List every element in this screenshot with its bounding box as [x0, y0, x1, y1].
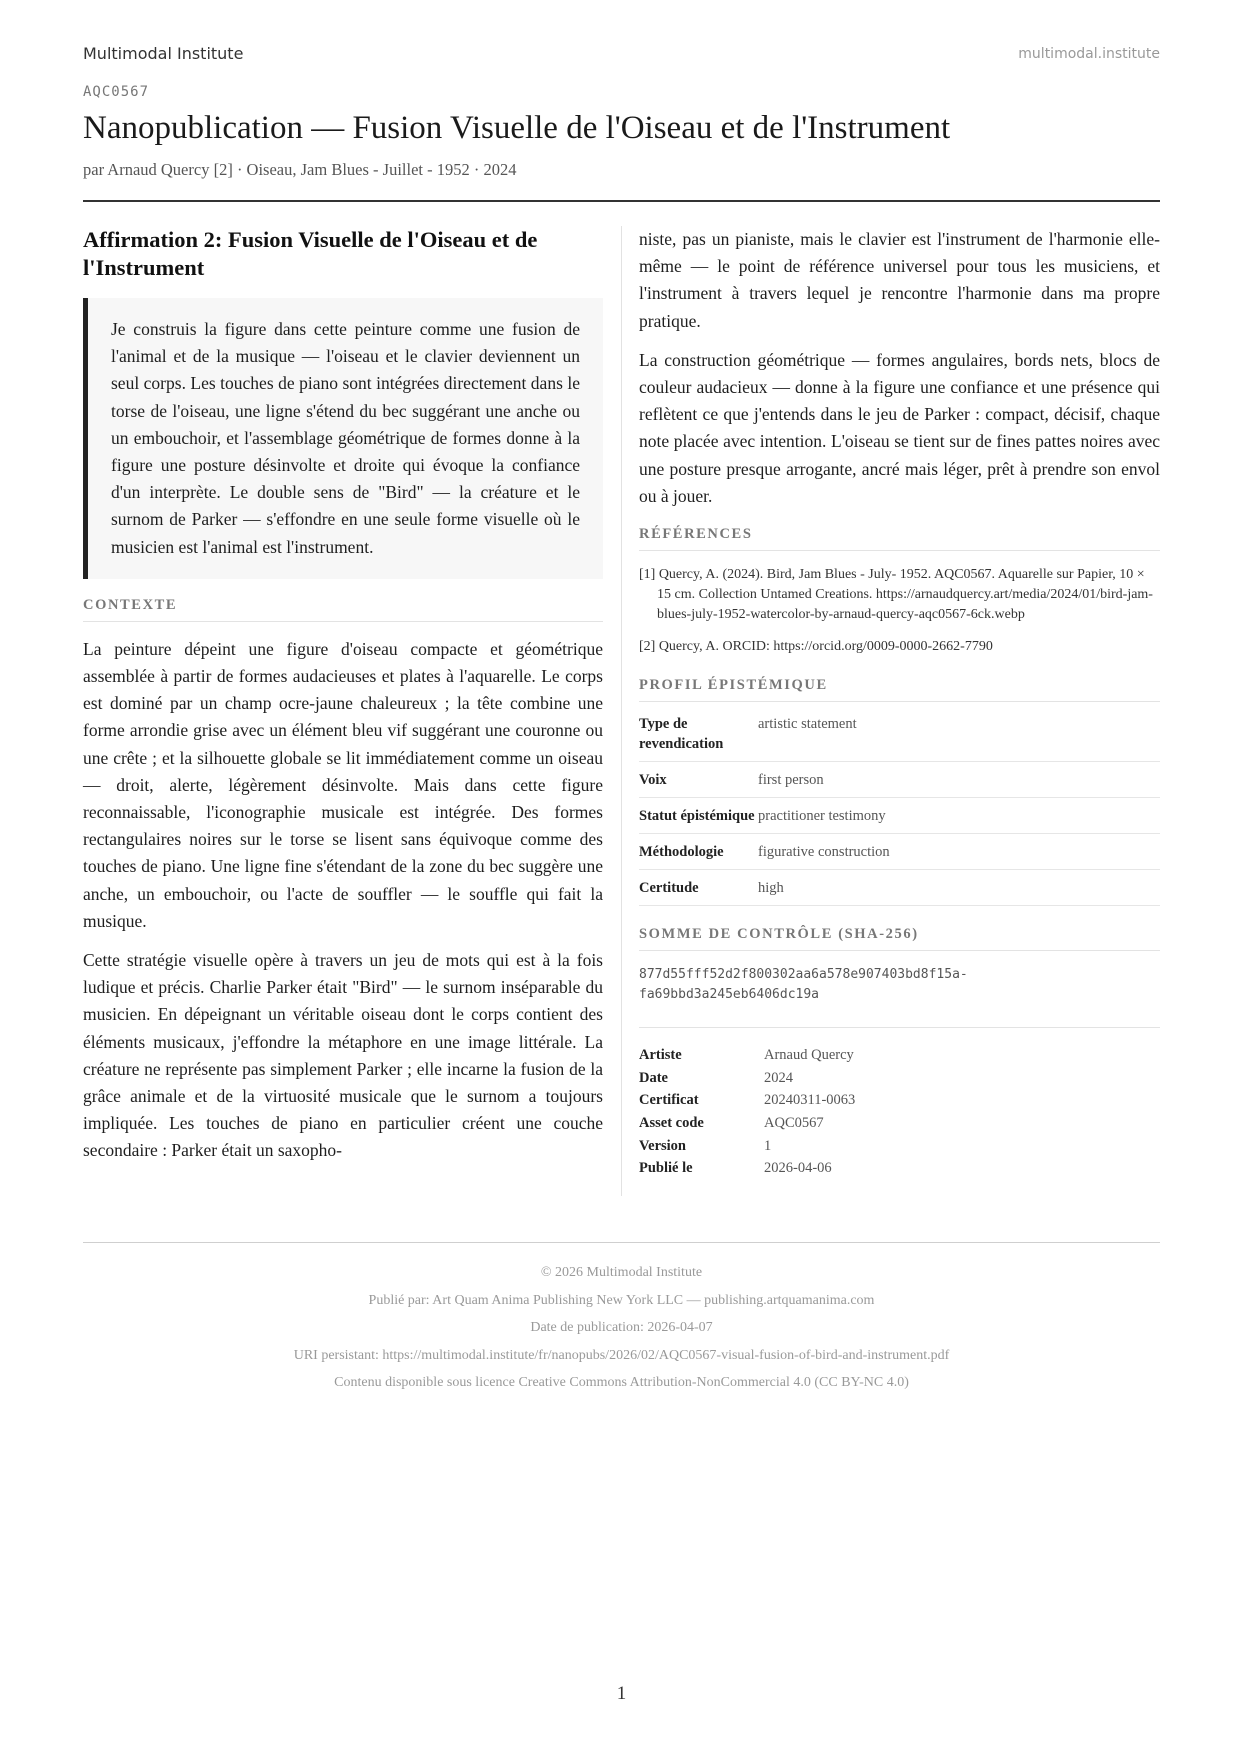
context-paragraph-2: Cette stratégie visuelle opère à travers un jeu de mots qui est à la fois ludique et précis. Charlie Parker était "Bird" — le surnom inséparable du musicien. En dépeignant un véritable oiseau dont le corps contient des éléments musicaux, j'effondre la métaphore en une image littérale. La créature ne représente pas simplement Parker ; elle incarne la fusion de la grâce animale et de la virtuosité musicale que le surnom a toujours impliquée. Les touches de piano en particulier créent une couche secondaire : Parker était un saxopho- — [83, 950, 603, 1161]
table-row — [639, 706, 1160, 762]
epistemic-heading: PROFIL ÉPISTÉMIQUE — [639, 677, 1160, 702]
claim-title: Affirmation 2: Fusion Visuelle de l'Oiseau et de l'Instrument — [83, 227, 538, 280]
list-item — [639, 1067, 1160, 1090]
meta-key: Artiste — [639, 1047, 682, 1064]
epistemic-value: figurative construction — [758, 834, 1160, 870]
epistemic-key: Certitude — [639, 870, 758, 906]
epistemic-value: practitioner testimony — [758, 798, 1160, 834]
checksum-line-1: 877d55fff52d2f800302aa6a578e907403bd8f15a- — [639, 967, 968, 983]
list-item — [639, 1135, 1160, 1158]
epistemic-table — [639, 706, 1160, 906]
byline: par Arnaud Quercy [2] · Oiseau, Jam Blues - Juillet - 1952 · 2024 — [83, 160, 517, 179]
table-row — [639, 762, 1160, 798]
footer-persistent-uri[interactable]: URI persistant: https://multimodal.institute/fr/nanopubs/2026/02/AQC0567-visual-fusion-of-bird-and-instrument.pdf — [293, 1347, 950, 1363]
meta-value: 1 — [764, 1137, 772, 1154]
meta-value: 20240311-0063 — [764, 1092, 856, 1109]
meta-value: 2026-04-06 — [764, 1160, 832, 1177]
column-divider — [621, 226, 622, 1196]
footer-copyright: © 2026 Multimodal Institute — [540, 1265, 703, 1280]
checksum-heading: SOMME DE CONTRÔLE (SHA-256) — [639, 926, 1160, 951]
epistemic-key: Statut épistémique — [639, 798, 758, 834]
meta-key: Asset code — [639, 1115, 704, 1132]
epistemic-value: high — [758, 870, 1160, 906]
meta-key: Certificat — [639, 1092, 699, 1109]
left-column — [83, 226, 603, 1165]
footer — [83, 1259, 1160, 1397]
references-heading: RÉFÉRENCES — [639, 526, 1160, 551]
context-heading: CONTEXTE — [83, 597, 603, 622]
context-paragraph-3: La construction géométrique — formes angulaires, bords nets, blocs de couleur audacieux — donne à la figure une confiance et une présence qui reflètent ce que j'entends dans le jeu de Parker : compact, décisif, chaque note placée avec intention. L'oiseau se tient sur de fines pattes noires avec une posture presque arrogante, ancré mais léger, prêt à prendre son envol ou à jouer. — [639, 349, 1160, 506]
footer-publisher: Publié par: Art Quam Anima Publishing New York LLC — publishing.artquamanima.com — [368, 1292, 875, 1308]
context-paragraph-2-continued: niste, pas un pianiste, mais le clavier est l'instrument de l'harmonie elle-même — le point de référence universel pour tous les musiciens, et l'instrument à travers lequel je rencontre l'harmonie dans ma propre pratique. — [639, 229, 1160, 331]
meta-value: AQC0567 — [764, 1115, 824, 1132]
header-divider — [83, 200, 1160, 202]
metadata-list — [639, 1044, 1160, 1180]
list-item — [639, 1044, 1160, 1067]
epistemic-key: Méthodologie — [639, 834, 758, 870]
meta-key: Date — [639, 1069, 668, 1086]
top-bar — [83, 44, 1160, 68]
checksum-value — [639, 965, 1160, 1028]
organization-name: Multimodal Institute — [83, 44, 244, 63]
list-item — [639, 1112, 1160, 1135]
footer-divider — [83, 1242, 1160, 1243]
page-number: 1 — [616, 1683, 627, 1704]
meta-value: 2024 — [764, 1069, 793, 1086]
reference-2[interactable]: [2] Quercy, A. ORCID: https://orcid.org/0009-0000-2662-7790 — [639, 639, 993, 655]
epistemic-key: Type de revendication — [639, 706, 758, 762]
table-row — [639, 870, 1160, 906]
reference-1[interactable]: [1] Quercy, A. (2024). Bird, Jam Blues - July- 1952. AQC0567. Aquarelle sur Papier, 10 × 15 cm. Collection Untamed Creations. https://arnaudquercy.art/media/2024/01/bird-jam-blues-july-1952-watercolor-by-arnaud-quercy-aqc0567-6ck.webp — [639, 567, 1153, 623]
meta-key: Version — [639, 1137, 686, 1154]
list-item — [639, 1089, 1160, 1112]
page-title: Nanopublication — Fusion Visuelle de l'Oiseau et de l'Instrument — [83, 110, 951, 146]
context-paragraph-1: La peinture dépeint une figure d'oiseau compacte et géométrique assemblée à partir de formes audacieuses et plates à l'aquarelle. Le corps est dominé par un champ ocre-jaune chaleureux ; la tête combine une forme arrondie grise avec un élément bleu vif suggérant une couronne ou une crête ; et la silhouette globale se lit immédiatement comme un oiseau — droit, alerte, légèrement désinvolte. Mais dans cette figure reconnaissable, l'iconographie musicale est intégrée. Des formes rectangulaires noires sur le torse se lisent sans équivoque comme des touches de piano. Une ligne fine s'étendant de la zone du bec suggère une anche, un embouchoir, ou l'acte de souffler — le souffle qui fait la musique. — [83, 638, 603, 931]
meta-key: Publié le — [639, 1160, 693, 1177]
epistemic-value: artistic statement — [758, 706, 1160, 762]
asset-code: AQC0567 — [83, 84, 150, 100]
epistemic-key: Voix — [639, 762, 758, 798]
claim-quote: Je construis la figure dans cette peinture comme une fusion de l'animal et de la musique — l'oiseau et le clavier deviennent un seul corps. Les touches de piano sont intégrées directement dans le torse de l'oiseau, une ligne s'étend du bec suggérant une anche ou un embouchoir, et l'assemblage géométrique de formes donne à la figure une posture désinvolte et droite qui évoque la confiance d'un interprète. Le double sens de "Bird" — la créature et le surnom de Parker — s'effondre en une seule forme visuelle où le musicien est l'animal est l'instrument. — [83, 298, 603, 579]
table-row — [639, 798, 1160, 834]
footer-license: Contenu disponible sous licence Creative Commons Attribution-NonCommercial 4.0 (CC BY-NC 4.0) — [334, 1375, 909, 1390]
epistemic-value: first person — [758, 762, 1160, 798]
document-page — [83, 0, 1160, 1754]
checksum-line-2: fa69bbd3a245eb6406dc19a — [639, 987, 820, 1003]
table-row — [639, 834, 1160, 870]
list-item — [639, 1157, 1160, 1180]
site-url[interactable]: multimodal.institute — [1018, 46, 1160, 62]
meta-value: Arnaud Quercy — [764, 1047, 854, 1064]
footer-publication-date: Date de publication: 2026-04-07 — [530, 1320, 713, 1335]
right-column — [639, 226, 1160, 1180]
